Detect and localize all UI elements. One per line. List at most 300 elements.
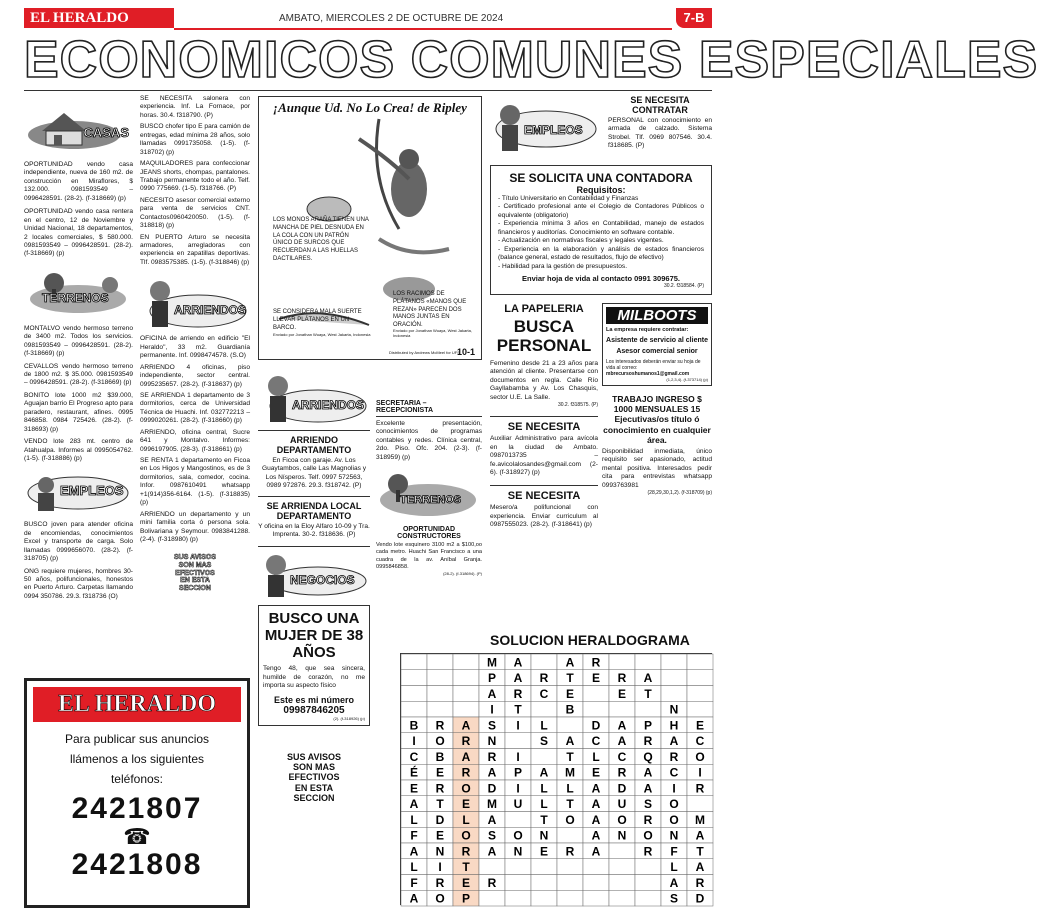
crossword-cell: [635, 890, 661, 906]
crossword-cell: [687, 686, 713, 702]
crossword-cell: [531, 859, 557, 875]
crossword-cell: [505, 812, 531, 828]
empleos-label: EMPLEOS: [60, 483, 124, 499]
crossword-letter: A: [591, 844, 601, 859]
crossword-letter: A: [565, 655, 575, 670]
crossword-letter: B: [435, 749, 445, 764]
ripley-distributor: Distributed by Andrews McMeel for UFS: [389, 350, 460, 355]
classified-ad: CEVALLOS vendo hermoso terreno de 1800 m2. $ 35.000. 0981593549 – 0996428591. (28-2). (f-318669) (p): [24, 362, 133, 387]
crossword-letter: T: [436, 797, 444, 812]
contadora-req: Requisitos:: [576, 185, 626, 195]
heraldo-logo: EL HERALDO: [33, 687, 241, 722]
crossword-letter: D: [617, 781, 627, 796]
header-bar: [24, 8, 712, 30]
crossword-letter: M: [565, 765, 575, 780]
classified-ad: VENDO lote 283 mt. centro de Atahualpa. Informes al 0995054762. (1-5). (f-318886) (p): [24, 438, 133, 462]
crossword-letter: B: [565, 702, 575, 717]
arriendos-logo-2: [258, 368, 370, 426]
crossword-letter: F: [410, 828, 418, 843]
crossword-letter: L: [410, 812, 418, 827]
requirement: - Título Universitario en Contabilidad y Finanzas: [498, 195, 639, 202]
crossword-letter: N: [513, 844, 523, 859]
crossword-letter: A: [591, 828, 601, 843]
crossword-letter: O: [669, 797, 679, 812]
crossword-cell: [479, 890, 505, 906]
crossword-letter: R: [487, 875, 497, 890]
heraldo-line-2: llámenos a los siguientes: [69, 752, 205, 766]
classified-ad: OPORTUNIDAD vendo casa rentera en el centro, 12 de Noviembre y Unidad Nacional, 18 departamentos, 2 locales comerciales, $ 580.000. 0981593549 – 0996428591. (28-2). (f-318669) (p): [24, 208, 133, 258]
crossword-letter: E: [435, 828, 445, 843]
crossword-letter: L: [540, 797, 548, 812]
classified-ad: ARRIENDO un departamento y un mini familia corta ó persona sola. Bolivariana y Seymour. 0983841288. (2-4). (f-318980) (p): [140, 510, 250, 543]
crossword-letter: A: [487, 844, 497, 859]
crossword-letter: S: [487, 718, 497, 733]
requirement: - Certificado profesional ante el Colegio de Contadores Públicos o equivalente (obligatorio): [498, 203, 704, 219]
crossword-cell: [479, 859, 505, 875]
crossword-letter: A: [669, 734, 679, 749]
negocios-logo: [258, 551, 370, 599]
crossword-cell: [583, 875, 609, 891]
crossword-letter: E: [591, 765, 601, 780]
crossword-letter: M: [487, 655, 497, 670]
crossword-letter: O: [461, 828, 471, 843]
contadora-cta: Enviar hoja de vida al contacto 0991 309675.: [522, 273, 680, 283]
crossword-letter: L: [462, 812, 470, 827]
crossword-letter: A: [409, 891, 419, 906]
crossword-letter: S: [643, 797, 653, 812]
crossword-grid: [400, 653, 712, 905]
crossword-letter: B: [409, 718, 419, 733]
casas-logo: [24, 95, 133, 155]
crossword-letter: L: [410, 860, 418, 875]
crossword-letter: A: [487, 686, 497, 701]
heraldo-phone-2: 2421808: [71, 848, 203, 881]
oportunidad-body: Vendo lote esquinero 3100 m2 a $100,oo cada metro. Huachi San Francisco a una cuadra de la av. Aníbal Granja. 0995846858.: [376, 542, 482, 570]
milboots-logo: MILBOOTS: [606, 307, 708, 324]
mujer-ref: (2). (f-318926) (p): [333, 715, 365, 721]
crossword-letter: E: [409, 781, 419, 796]
local-body: Y oficina en la Eloy Alfaro 10-09 y Tra. Imprenta. 30-2. f318636. (P): [258, 522, 370, 539]
classified-ad: NECESITO asesor comercial externo para venta de servicios CNT. Contactos0960420050. (1-5). (f-318818) (p): [140, 196, 250, 230]
crossword-cell: [557, 859, 583, 875]
crossword-letter: R: [695, 781, 705, 796]
crossword-letter: P: [513, 765, 523, 780]
crossword-cell: [583, 890, 609, 906]
classified-ad: ARRIENDO, oficina central, Sucre 641 y Montalvo. Informes: 0996197905. (28-3). (f-318661) (p): [140, 428, 250, 453]
crossword-letter: L: [566, 781, 574, 796]
arriendos-label: ARRIENDOS: [174, 303, 247, 318]
crossword-cell: [531, 749, 557, 765]
crossword-cell: [687, 670, 713, 686]
crossword-cell: [687, 701, 713, 717]
crossword-letter: N: [617, 828, 627, 843]
classified-ad: ONG requiere mujeres, hombres 30-50 años, polifuncionales, honestos en Puerto Arturo. Carpetas llamando 0994 350786. 29.3. f318736 (O): [24, 567, 133, 600]
crossword-letter: A: [669, 875, 679, 890]
contadora-ad: [490, 165, 712, 295]
crossword-cell: [557, 717, 583, 733]
crossword-letter: A: [487, 812, 497, 827]
papeleria-title: LA PAPELERIA: [504, 302, 584, 315]
classified-ad: BUSCO chofer tipo E para camión de entregas, edad mínima 28 años, solo llamadas 0991735058. (1-5). (f-318702) (p): [140, 123, 250, 156]
crossword-cell: [453, 701, 479, 717]
crossword-letter: E: [461, 875, 471, 890]
crossword-letter: A: [461, 749, 471, 764]
crossword-title: SOLUCION HERALDOGRAMA: [490, 632, 690, 648]
crossword-letter: R: [695, 875, 705, 890]
crossword-letter: R: [643, 844, 653, 859]
crossword-letter: R: [435, 875, 445, 890]
classified-ad: SE ARRIENDA 1 departamento de 3 dormitorios, cerca de Universidad Técnica de Huachi. Inf. 032772213 – 0999020261. (28-2). (f-318660) (p): [140, 391, 250, 425]
crossword-letter: A: [643, 671, 653, 686]
crossword-letter: T: [462, 860, 470, 875]
milboots-role-1: Asistente de servicio al cliente: [606, 336, 708, 344]
crossword-letter: A: [695, 828, 705, 843]
ripley-code: 10-1: [456, 347, 475, 357]
crossword-letter: I: [516, 718, 520, 733]
contratar-body: PERSONAL con conocimiento en armada de calzado. Sistema Strobel. Tlf. 0969 807546. 30.4. f318685. (P): [608, 117, 712, 150]
arriendos-label: ARRIENDOS: [292, 398, 365, 412]
crossword-letter: A: [617, 718, 627, 733]
dept-body: En Ficoa con garaje. Av. Los Guaytambos, calle Las Magnolias y Los Nísperos. Telf. 0997 572563, 0989 972876. 29.3. f318742. (P): [261, 457, 367, 490]
crossword-cell: [557, 875, 583, 891]
crossword-letter: A: [565, 734, 575, 749]
crossword-cell: [427, 670, 453, 686]
crossword-letter: H: [669, 718, 679, 733]
crossword-cell: [505, 875, 531, 891]
secretaria-title: SECRETARIA – RECEPCIONISTA: [376, 400, 482, 417]
crossword-cell: [687, 654, 713, 670]
ripley-credit-3: Enviado por Jonathan Wuaya, West Jakarta, Indonesia: [273, 332, 371, 337]
classified-ad: MONTALVO vendo hermoso terreno de 3400 m2. Todos los servicios. 0981593549 – 0996428591. (28-2). (f-318669) (p): [24, 324, 133, 358]
crossword-letter: P: [487, 671, 497, 686]
crossword-letter: S: [539, 734, 549, 749]
heraldo-phone-ad: [24, 678, 250, 908]
crossword-cell: [401, 686, 427, 702]
crossword-letter: R: [435, 781, 445, 796]
dept-title: ARRIENDO DEPARTAMENTO: [276, 435, 352, 455]
casas-label: CASAS: [83, 125, 129, 140]
crossword-letter: C: [617, 749, 627, 764]
crossword-letter: O: [695, 749, 705, 764]
promo-box: SUS AVISOS SON MAS EFECTIVOS EN ESTA SECCION: [173, 554, 216, 593]
crossword-letter: N: [539, 828, 549, 843]
crossword-letter: N: [669, 828, 679, 843]
empleos-logo-2: [490, 95, 602, 157]
crossword-cell: [661, 686, 687, 702]
classified-ad: BONITO lote 1000 m2 $39.000, Aguajan barrio El Progreso apto para paradero, restaurant, afines. 0995 846858. 0984 725426. (28-2). (f-318693) (p): [24, 391, 133, 433]
crossword-letter: R: [487, 749, 497, 764]
paper-name: EL HERALDO: [24, 8, 174, 28]
classified-ad: SE RENTA 1 departamento en Ficoa en Los Higos y Mangostinos, es de 3 dormitorios, sala, comedor, cocina. Infor. 0987610491 whatsapp +1(914)356-6164. (1-5). (f-318835) (p): [140, 457, 250, 507]
crossword-letter: T: [566, 671, 574, 686]
crossword-letter: I: [672, 781, 676, 796]
milboots-ad: [602, 303, 712, 386]
crossword-cell: [557, 827, 583, 843]
requirement: - Habilidad para la gestión de presupuestos.: [498, 262, 628, 270]
milboots-ref: (1,2,3,4). (f-373714) (p): [666, 376, 708, 382]
crossword-letter: A: [591, 797, 601, 812]
dateline: AMBATO, MIERCOLES 2 DE OCTUBRE DE 2024: [279, 13, 504, 24]
crossword-letter: M: [487, 797, 497, 812]
papeleria-ref: 30.2. f318575. (P): [557, 402, 598, 409]
contadora-ref: 30.2. f318584. (P): [663, 282, 704, 289]
crossword-letter: A: [487, 765, 497, 780]
mujer-body: Tengo 48, que sea sincera, humilde de corazón, no me importa su aspecto físico: [263, 665, 365, 690]
crossword-letter: L: [540, 781, 548, 796]
crossword-cell: [505, 859, 531, 875]
terrenos-label: TERRENOS: [42, 290, 109, 305]
crossword-cell: [531, 875, 557, 891]
crossword-letter: R: [461, 734, 471, 749]
crossword-letter: E: [435, 765, 445, 780]
crossword-letter: R: [565, 844, 575, 859]
ripley-fact-2: LOS RACIMOS DE PLÁTANOS «MANOS QUE REZAN» PARECEN DOS MANOS JUNTAS EN ORACIÓN.: [393, 291, 467, 329]
crossword-cell: [609, 875, 635, 891]
crossword-cell: [531, 654, 557, 670]
crossword-letter: A: [409, 797, 419, 812]
ripley-title: ¡Aunque Ud. No Lo Crea! de Ripley: [273, 100, 467, 115]
milboots-intro: La empresa requiere contratar:: [606, 326, 689, 333]
crossword-cell: [427, 686, 453, 702]
crossword-cell: [427, 654, 453, 670]
crossword-letter: M: [695, 812, 705, 827]
ripley-fact-3: SE CONSIDERA MALA SUERTE LLEVAR PLÁTANOS EN UN BARCO.: [273, 309, 362, 331]
necesita2-title: SE NECESITA: [490, 485, 598, 502]
crossword-letter: O: [565, 812, 575, 827]
crossword-letter: L: [592, 749, 600, 764]
crossword-letter: O: [617, 812, 627, 827]
crossword-letter: T: [644, 686, 652, 701]
crossword-cell: [531, 701, 557, 717]
classified-ad: OPORTUNIDAD vendo casa independiente, nueva de 160 m2. de construcción en Miraflores, $ 132.000. 0981593549 – 0996428591. (28-2). (f-318669) (p): [24, 161, 133, 202]
papeleria-big: BUSCA PERSONAL: [496, 316, 592, 356]
crossword-letter: E: [617, 686, 627, 701]
crossword-letter: A: [513, 655, 523, 670]
crossword-letter: C: [591, 734, 601, 749]
crossword-letter: E: [591, 671, 601, 686]
section-banner: ECONOMICOS COMUNES ESPECIALES: [24, 31, 1038, 89]
local-title: SE ARRIENDA LOCAL DEPARTAMENTO: [266, 500, 362, 521]
crossword-letter: C: [539, 686, 549, 701]
trabajo-ref: (28,29,30,1,2). (f-318709) (p): [647, 490, 712, 497]
crossword-letter: D: [435, 812, 445, 827]
crossword-letter: N: [487, 734, 497, 749]
necesita2-body: Mesero/a polifuncional con experiencia. Enviar curriculum al 0987555023. (28-2). (f-318641) (p): [490, 504, 598, 529]
terrenos-logo-2: [376, 470, 482, 520]
crossword-cell: [583, 686, 609, 702]
mujer-phone: 09987846205: [283, 704, 345, 716]
classified-ad: OFICINA de arriendo en edificio "El Heraldo", 33 m2. Guardianía permanente. Inf. 0998474578. (S.O): [140, 335, 250, 360]
crossword-letter: R: [643, 734, 653, 749]
crossword-letter: T: [540, 812, 548, 827]
crossword-letter: T: [696, 844, 704, 859]
crossword-letter: R: [513, 686, 523, 701]
heraldo-phone-1: 2421807: [71, 792, 203, 825]
crossword-cell: [661, 654, 687, 670]
crossword-letter: D: [487, 781, 497, 796]
crossword-letter: A: [539, 765, 549, 780]
crossword-letter: P: [461, 891, 471, 906]
crossword-cell: [609, 701, 635, 717]
crossword-letter: I: [490, 702, 494, 717]
crossword-letter: O: [643, 828, 653, 843]
classified-ad: BUSCO joven para atender oficina de encomiendas, conocimientos Excel y transporte de carga. Solo llamadas 0999656070. (28-2). (f-318705) (p): [24, 521, 133, 563]
crossword-letter: I: [516, 749, 520, 764]
negocios-label: NEGOCIOS: [290, 572, 355, 587]
crossword-cell: [505, 890, 531, 906]
crossword-cell: [687, 796, 713, 812]
crossword-letter: A: [695, 860, 705, 875]
crossword-letter: I: [516, 781, 520, 796]
crossword-letter: R: [669, 749, 679, 764]
crossword-letter: N: [669, 702, 679, 717]
crossword-cell: [427, 701, 453, 717]
empleos-label: EMPLEOS: [524, 123, 583, 137]
crossword-letter: C: [695, 734, 705, 749]
crossword-cell: [635, 654, 661, 670]
trabajo-body: Disponibilidad inmediata, único requisito ser apasionado, actitud mental positiva. Interesados pedir cita para entrevistas whatsapp 0993763981: [602, 447, 712, 489]
crossword-letter: É: [409, 765, 419, 780]
crossword-cell: [453, 654, 479, 670]
oportunidad-title: OPORTUNIDAD CONSTRUCTORES: [397, 526, 461, 541]
crossword-letter: D: [591, 718, 601, 733]
crossword-letter: A: [591, 812, 601, 827]
necesita1-body: Auxiliar Administrativo para avícola en la ciudad de Ambato. 0987013735 – fe.avicolalosandes@gmail.com (2-6). (f-318927) (p): [490, 435, 598, 476]
promo-box-2: SUS AVISOS SON MAS EFECTIVOS EN ESTA SECCION: [286, 751, 341, 804]
crossword-cell: [453, 686, 479, 702]
crossword-cell: [453, 670, 479, 686]
requirement: - Actualización en normativas fiscales y legales vigentes.: [498, 237, 664, 245]
crossword-letter: F: [410, 875, 418, 890]
crossword-letter: A: [617, 734, 627, 749]
contratar-title: SE NECESITA CONTRATAR: [630, 95, 690, 115]
crossword-cell: [531, 890, 557, 906]
crossword-letter: R: [617, 671, 627, 686]
mujer-ad: [258, 605, 370, 726]
mujer-phone-label: Este es mi número: [273, 694, 355, 705]
crossword-letter: E: [565, 686, 575, 701]
crossword-cell: [401, 701, 427, 717]
milboots-role-2: Asesor comercial senior: [616, 347, 698, 355]
crossword-letter: I: [438, 860, 442, 875]
crossword-cell: [583, 859, 609, 875]
crossword-letter: N: [435, 844, 445, 859]
crossword-letter: R: [591, 655, 601, 670]
crossword-cell: [635, 701, 661, 717]
crossword-letter: R: [435, 718, 445, 733]
crossword-letter: A: [409, 844, 419, 859]
crossword-letter: C: [669, 765, 679, 780]
crossword-letter: E: [695, 718, 705, 733]
oportunidad-ref: (28-2). (f-318694). (P): [443, 570, 482, 576]
crossword-letter: A: [513, 671, 523, 686]
terrenos-logo: [24, 269, 133, 317]
crossword-cell: [609, 890, 635, 906]
crossword-letter: P: [643, 718, 653, 733]
crossword-letter: A: [591, 781, 601, 796]
crossword-letter: I: [412, 734, 416, 749]
crossword-cell: [583, 701, 609, 717]
milboots-email: mbrecursoshumanos1@gmail.com: [606, 370, 690, 377]
page-number: 7-B: [676, 8, 712, 28]
classified-ad: ARRIENDO 4 oficinas, piso independiente, sector central. 0995235657. (28-2). (f-318637) (p): [140, 363, 250, 388]
crossword-letter: D: [695, 891, 705, 906]
secretaria-body: Excelente presentación, conocimientos de programas contables y redes. Clínica central, 2do. Piso. Ofc. 204. (2-3). (f-318959) (p): [376, 420, 482, 461]
crossword-cell: [609, 859, 635, 875]
crossword-letter: T: [514, 702, 522, 717]
crossword-letter: A: [643, 765, 653, 780]
crossword-letter: O: [669, 812, 679, 827]
crossword-letter: S: [487, 828, 497, 843]
papeleria-body: Femenino desde 21 a 23 años para atención al cliente. Presentarse con documentos en regla. Calle Río Gayllabamba y Av. Los Chasquis, sector U.E. La Salle.: [490, 360, 598, 401]
ripley-panel: [258, 96, 482, 360]
crossword-letter: O: [461, 781, 471, 796]
crossword-letter: R: [539, 671, 549, 686]
classified-ad: MAQUILADORES para confeccionar JEANS shorts, chompas, pantalones. Trabajo permanente todo el año. Telf. 0990 775669. (1-5). f318766. (P): [140, 160, 250, 193]
heraldo-line-3: teléfonos:: [110, 772, 164, 786]
crossword-letter: F: [670, 844, 678, 859]
crossword-cell: [401, 670, 427, 686]
crossword-letter: T: [566, 797, 574, 812]
crossword-cell: [661, 670, 687, 686]
crossword-letter: R: [461, 844, 471, 859]
ripley-fact-1: LOS MONOS ARAÑA TIENEN UNA MANCHA DE PIEL DESNUDA EN LA COLA CON UN PATRÓN ÚNICO DE SURCOS QUE RECUERDAN A LAS HUELLAS DACTILARES.: [273, 217, 369, 262]
crossword-letter: A: [461, 718, 471, 733]
crossword-letter: U: [513, 797, 523, 812]
crossword-letter: L: [540, 718, 548, 733]
crossword-letter: S: [669, 891, 679, 906]
crossword-letter: R: [461, 765, 471, 780]
crossword-cell: [635, 859, 661, 875]
ripley-credit-2: Enviado por Jonathan Wuaya, West Jakarta, Indonesia: [393, 328, 473, 338]
crossword-letter: E: [461, 797, 471, 812]
crossword-cell: [401, 654, 427, 670]
necesita1-title: SE NECESITA: [490, 416, 598, 433]
crossword-letter: L: [670, 860, 678, 875]
contadora-title: SE SOLICITA UNA CONTADORA: [509, 171, 693, 185]
trabajo-title: TRABAJO INGRESO $ 1000 MENSUALES 15 Ejecutivas/os título ó conocimiento en cualquier área.: [603, 393, 711, 445]
terrenos-label: TERRENOS: [400, 494, 462, 507]
empleos-logo: [24, 469, 133, 515]
crossword-cell: [635, 875, 661, 891]
crossword-letter: O: [435, 734, 445, 749]
crossword-letter: Q: [643, 749, 653, 764]
milboots-body: Los interesados deberán enviar su hoja de vida al correo:: [606, 358, 701, 371]
crossword-cell: [557, 890, 583, 906]
crossword-cell: [505, 733, 531, 749]
arriendos-logo: [140, 273, 250, 331]
crossword-cell: [609, 843, 635, 859]
classified-ad: SE NECESITA salonera con experiencia. Inf. La Fornace, por horas. 30.4. f318790. (P): [140, 95, 250, 119]
crossword-letter: E: [539, 844, 549, 859]
crossword-letter: O: [513, 828, 523, 843]
telephone-icon: ☎: [123, 824, 151, 849]
mujer-title: BUSCO UNA MUJER DE 38 AÑOS: [264, 609, 364, 662]
crossword-letter: O: [435, 891, 445, 906]
crossword-letter: I: [698, 765, 702, 780]
classified-ad: EN PUERTO Arturo se necesita armadores, arregladoras con experiencia en zapatillas deportivas. Tlf. 0983575385. (1-5). (f-318846) (p): [140, 233, 250, 266]
crossword-letter: R: [617, 765, 627, 780]
crossword-letter: R: [643, 812, 653, 827]
crossword-letter: C: [409, 749, 419, 764]
crossword-letter: A: [643, 781, 653, 796]
requirement: - Experiencia en la elaboración y análisis de estados financieros (balance general, estado de resultados, flujo de efectivo): [498, 245, 704, 262]
heraldo-line-1: Para publicar sus anuncios: [64, 732, 210, 746]
requirement: - Experiencia mínima 3 años en Contabilidad, manejo de estados financieros y auditorías. Conocimiento en software contable.: [498, 220, 704, 236]
crossword-letter: U: [617, 797, 627, 812]
crossword-letter: T: [566, 749, 574, 764]
crossword-cell: [609, 654, 635, 670]
